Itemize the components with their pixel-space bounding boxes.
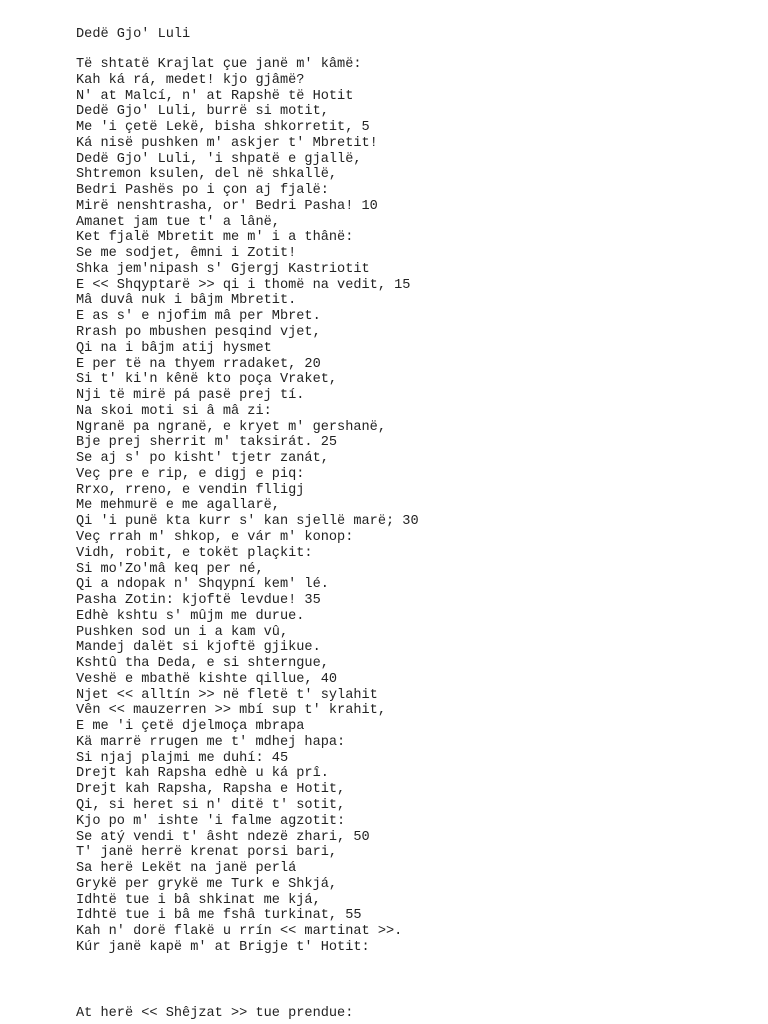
poem-line: T' janë herrë krenat porsi bari, bbox=[76, 845, 338, 861]
poem-line: Si mo'Zo'mâ keq per né, bbox=[76, 561, 264, 577]
poem-body bbox=[76, 57, 419, 956]
poem-line: Ngranë pa ngranë, e kryet m' gershanë, bbox=[76, 419, 386, 435]
poem-line: Qi na i bâjm atij hysmet bbox=[76, 340, 272, 356]
poem-line: Grykë per grykë me Turk e Shkjá, bbox=[76, 876, 338, 892]
poem-line: Kah n' dorë flakë u rrín << martinat >>. bbox=[76, 924, 403, 940]
page-footer-line: At herë << Shêjzat >> tue prendue: bbox=[76, 1006, 354, 1021]
poem-line: Se atý vendi t' âsht ndezë zhari, 50 bbox=[76, 829, 370, 845]
poem-line: Me mehmurë e me agallarë, bbox=[76, 498, 280, 514]
poem-line: Amanet jam tue t' a lânë, bbox=[76, 214, 280, 230]
poem-line: Kúr janë kapë m' at Brigje t' Hotit: bbox=[76, 939, 370, 955]
poem-line: Sa herë Lekët na janë perlá bbox=[76, 861, 297, 877]
poem-line: Të shtatë Krajlat çue janë m' kâmë: bbox=[76, 57, 362, 72]
poem-line: E << Shqyptarë >> qi i thomë na vedit, 15 bbox=[76, 277, 411, 293]
poem-line: Rrash po mbushen pesqind vjet, bbox=[76, 325, 321, 341]
poem-line: Ká nisë pushken m' askjer t' Mbretit! bbox=[76, 135, 378, 151]
poem-line: Vên << mauzerren >> mbí sup t' krahit, bbox=[76, 703, 386, 719]
poem-line: Se me sodjet, êmni i Zotit! bbox=[76, 246, 297, 262]
poem-line: Njet << alltín >> në fletë t' sylahit bbox=[76, 687, 378, 703]
poem-line: Se aj s' po kisht' tjetr zanát, bbox=[76, 451, 329, 467]
poem-line: N' at Malcí, n' at Rapshë të Hotit bbox=[76, 88, 354, 104]
poem-line: Dedë Gjo' Luli, burrë si motit, bbox=[76, 104, 329, 120]
poem-line: Drejt kah Rapsha edhè u ká prî. bbox=[76, 766, 329, 782]
poem-line: Idhtë tue i bâ shkinat me kjá, bbox=[76, 892, 321, 908]
poem-line: Drejt kah Rapsha, Rapsha e Hotit, bbox=[76, 782, 346, 798]
poem-line: Qi 'i punë kta kurr s' kan sjellë marë; 30 bbox=[76, 514, 419, 530]
poem-line: Shka jem'nipash s' Gjergj Kastriotit bbox=[76, 261, 370, 277]
poem-line: Kjo po m' ishte 'i falme agzotit: bbox=[76, 813, 346, 829]
poem-line: Veç pre e rip, e digj e piq: bbox=[76, 466, 305, 482]
poem-line: Bedri Pashës po i çon aj fjalë: bbox=[76, 183, 329, 199]
document-title: Dedë Gjo' Luli bbox=[76, 27, 191, 42]
poem-line: Pasha Zotin: kjoftë levdue! 35 bbox=[76, 593, 321, 609]
poem-line: E me 'i çetë djelmoça mbrapa bbox=[76, 719, 305, 735]
poem-line: Si t' ki'n kênë kto poça Vraket, bbox=[76, 372, 338, 388]
poem-line: Bje prej sherrit m' taksirát. 25 bbox=[76, 435, 338, 451]
poem-line: Kshtû tha Deda, e si shterngue, bbox=[76, 656, 329, 672]
poem-line: Mâ duvâ nuk i bâjm Mbretit. bbox=[76, 293, 297, 309]
poem-line: Vidh, robit, e tokët plaçkit: bbox=[76, 545, 313, 561]
poem-line: Mirë nenshtrasha, or' Bedri Pasha! 10 bbox=[76, 198, 378, 214]
poem-line: Shtremon ksulen, del në shkallë, bbox=[76, 167, 338, 183]
poem-line: Veç rrah m' shkop, e vár m' konop: bbox=[76, 529, 354, 545]
poem-line: Ket fjalë Mbretit me m' i a thânë: bbox=[76, 230, 354, 246]
poem-line: Nji të mirë pá pasë prej tí. bbox=[76, 388, 305, 404]
poem-line: Kä marrë rrugen me t' mdhej hapa: bbox=[76, 734, 346, 750]
poem-line: Qi, si heret si n' ditë t' sotit, bbox=[76, 797, 346, 813]
poem-line: E as s' e njofim mâ per Mbret. bbox=[76, 309, 321, 325]
poem-line: Qi a ndopak n' Shqypní kem' lé. bbox=[76, 577, 329, 593]
poem-line: Pushken sod un i a kam vû, bbox=[76, 624, 289, 640]
poem-line: Veshë e mbathë kishte qillue, 40 bbox=[76, 671, 338, 687]
poem-line: Mandej dalët si kjoftë gjikue. bbox=[76, 640, 321, 656]
poem-line: Idhtë tue i bâ me fshâ turkinat, 55 bbox=[76, 908, 362, 924]
poem-line: Edhè kshtu s' mûjm me durue. bbox=[76, 608, 305, 624]
poem-line: Na skoi moti si â mâ zi: bbox=[76, 403, 272, 419]
poem-line: E per të na thyem rradaket, 20 bbox=[76, 356, 321, 372]
poem-line: Dedë Gjo' Luli, 'i shpatë e gjallë, bbox=[76, 151, 362, 167]
poem-line: Me 'i çetë Lekë, bisha shkorretit, 5 bbox=[76, 120, 370, 136]
poem-line: Si njaj plajmi me duhí: 45 bbox=[76, 750, 289, 766]
poem-line: Kah ká rá, medet! kjo gjâmë? bbox=[76, 72, 305, 88]
poem-line: Rrxo, rreno, e vendin flligj bbox=[76, 482, 305, 498]
